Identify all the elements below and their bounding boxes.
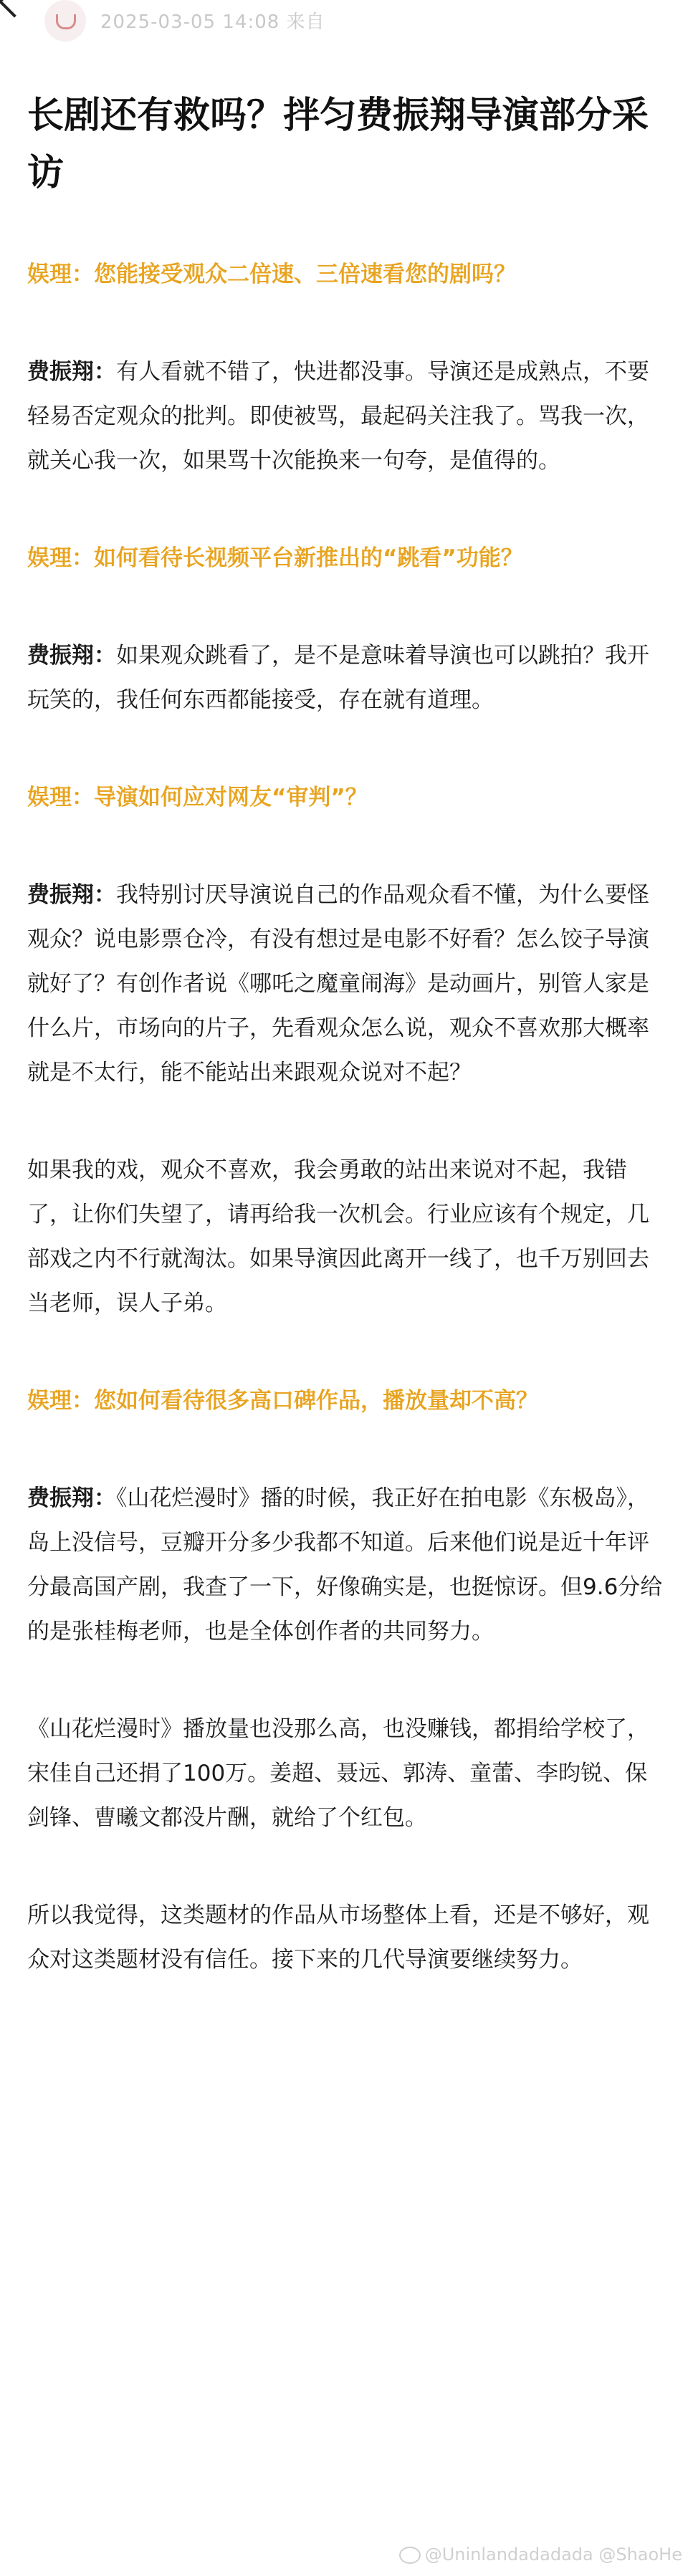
question: 娱理：如何看待长视频平台新推出的“跳看”功能？	[27, 545, 523, 571]
speaker-name: 费振翔：	[27, 359, 116, 385]
speaker-name: 费振翔：	[27, 1485, 116, 1511]
answer-paragraph	[27, 873, 665, 1095]
avatar[interactable]	[44, 0, 86, 42]
answer-text: 如果观众跳看了，是不是意味着导演也可以跳拍？我开玩笑的，我任何东西都能接受，存在就有道理。	[27, 643, 649, 713]
watermark	[399, 2544, 682, 2565]
qa-section	[27, 536, 665, 722]
question: 娱理：您能接受观众二倍速、三倍速看您的剧吗？	[27, 262, 516, 287]
qa-section	[27, 1379, 665, 1982]
speaker-name: 费振翔：	[27, 882, 116, 908]
answer-text: 《山花烂漫时》播放量也没那么高，也没赚钱，都捐给学校了，宋佳自己还捐了100万。姜超、聂远、郭涛、童蕾、李昀锐、保剑锋、曹曦文都没片酬，就给了个红包。	[27, 1716, 649, 1831]
question: 娱理：您如何看待很多高口碑作品，播放量却不高？	[27, 1388, 538, 1414]
answer-paragraph	[27, 350, 665, 483]
post-meta: 2025-03-05 14:08 来自	[100, 11, 325, 33]
answer-text: 如果我的戏，观众不喜欢，我会勇敢的站出来说对不起，我错了，让你们失望了，请再给我一次机会。行业应该有个规定，几部戏之内不行就淘汰。如果导演因此离开一线了，也千万别回去当老师，误人子弟。	[27, 1157, 649, 1316]
answer-text: 我特别讨厌导演说自己的作品观众看不懂，为什么要怪观众？说电影票仓冷，有没有想过是电影不好看？怎么饺子导演就好了？有创作者说《哪吒之魔童闹海》是动画片，别管人家是什么片，市场向的片子，先看观众怎么说，观众不喜欢那大概率就是不太行，能不能站出来跟观众说对不起？	[27, 882, 649, 1086]
top-bar	[0, 0, 688, 57]
answer-paragraph	[27, 1893, 665, 1982]
qa-section	[27, 252, 665, 483]
article-title: 长剧还有救吗？拌匀费振翔导演部分采访	[27, 95, 649, 194]
watermark-text: @Uninlandadadada @ShaoHe	[424, 2544, 682, 2565]
answer-paragraph	[27, 1148, 665, 1326]
answer-paragraph	[27, 633, 665, 722]
weibo-icon	[399, 2547, 421, 2564]
answer-paragraph	[27, 1476, 665, 1654]
article	[27, 87, 665, 2035]
answer-text: 所以我觉得，这类题材的作品从市场整体上看，还是不够好，观众对这类题材没有信任。接下来的几代导演要继续努力。	[27, 1902, 649, 1973]
chevron-left-icon[interactable]	[0, 0, 31, 18]
answer-text: 有人看就不错了，快进都没事。导演还是成熟点，不要轻易否定观众的批判。即使被骂，最起码关注我了。骂我一次，就关心我一次，如果骂十次能换来一句夸，是值得的。	[27, 359, 649, 474]
speaker-name: 费振翔：	[27, 643, 116, 669]
qa-section	[27, 775, 665, 1326]
question: 娱理：导演如何应对网友“审判”？	[27, 785, 368, 810]
answer-paragraph	[27, 1707, 665, 1840]
answer-text: 《山花烂漫时》播的时候，我正好在拍电影《东极岛》，岛上没信号，豆瓣开分多少我都不知道。后来他们说是近十年评分最高国产剧，我查了一下，好像确实是，也挺惊讶。但9.6分给的是张桂梅老师，也是全体创作者的共同努力。	[27, 1485, 663, 1644]
